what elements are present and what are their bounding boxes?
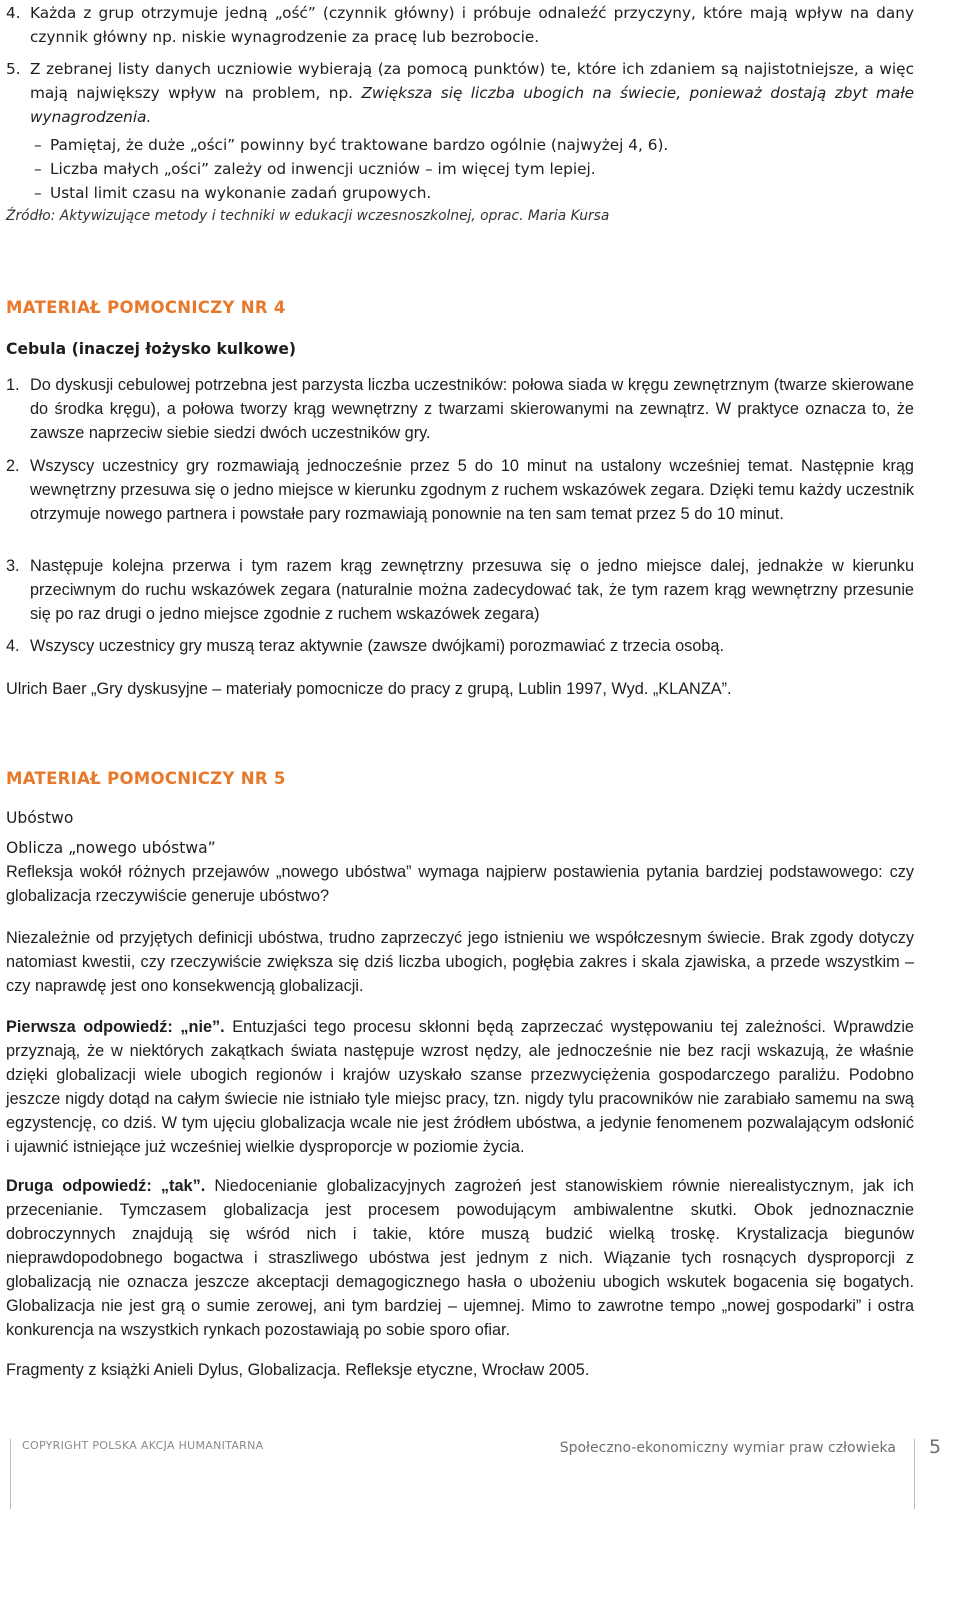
answer-lead: Druga odpowiedź: „tak”. — [6, 1177, 206, 1195]
page-number: 5 — [929, 1436, 942, 1458]
list-item: 4. Każda z grup otrzymuje jedną „ość” (czynnik główny) i próbuje odnaleźć przyczyny, które mają wpływ na dany czynnik główny np. niskie wynagrodzenie za pracę lub bezrobocie. — [6, 4, 914, 46]
material-4-subtitle: Cebula (inaczej łożysko kulkowe) — [6, 340, 297, 358]
paragraph: Pierwsza odpowiedź: „nie”. Entuzjaści tego procesu skłonni będą zaprzeczać występowaniu tej zależności. Wprawdzie przyznają, że w niektórych zakątkach świata następuje wzrost nędzy, ale jednocześnie nie bez racji wskazują, że właśnie dzięki globalizacji wiele ubogich regionów i krajów uzyskało szanse przezwyciężenia gospodarczego paraliżu. Podobno jeszcze nigdy dotąd na całym świecie nie istniało tyle miejsc pracy, tzn. nigdy tylu pracowników nie zarabiało samemu na swą egzystencję, co dziś. W tym ujęciu globalizacja wcale nie jest źródłem ubóstwa, a jedynie fenomenem pozwalającym odsłonić i ujawnić istniejące już wcześniej wielkie dysproporcje w poziomie życia. — [6, 1018, 914, 1156]
footer-topic: Społeczno-ekonomiczny wymiar praw człowieka — [559, 1440, 896, 1456]
paragraph: Niezależnie od przyjętych definicji ubóstwa, trudno zaprzeczyć jego istnieniu we współczesnym świecie. Brak zgody dotyczy natomiast kwestii, czy rzeczywiście zwiększa się dziś liczba ubogich, pogłębia zakres i skala zjawiska, a przede wszystkim – czy naprawdę jest ono konsekwencją globalizacji. — [6, 929, 914, 995]
copyright-text: COPYRIGHT POLSKA AKCJA HUMANITARNA — [22, 1439, 264, 1452]
tip-item: – Liczba małych „ości” zależy od inwencji uczniów – im więcej tym lepiej. — [34, 160, 596, 178]
section-subheading: Oblicza „nowego ubóstwa” — [6, 839, 216, 857]
source-note: Ulrich Baer „Gry dyskusyjne – materiały pomocnicze do pracy z grupą, Lublin 1997, Wyd. „KLANZA”. — [6, 680, 732, 698]
list-item: 3. Następuje kolejna przerwa i tym razem krąg zewnętrzny przesuwa się o jedno miejsce dalej, jednakże w kierunku przeciwnym do ruchu wskazówek zegara (naturalnie można zadecydować tak, że tym razem krąg wewnętrzny przesunie się po raz drugi o jedno miejsce zgodnie z ruchem wskazówek zegara) — [6, 557, 914, 623]
material-5-title: MATERIAŁ POMOCNICZY NR 5 — [6, 769, 286, 788]
paragraph: Refleksja wokół różnych przejawów „nowego ubóstwa” wymaga najpierw postawienia pytania bardziej podstawowego: czy globalizacja rzeczywiście generuje ubóstwo? — [6, 863, 914, 905]
paragraph: Druga odpowiedź: „tak”. Niedocenianie globalizacyjnych zagrożeń jest stanowiskiem równie nierealistycznym, jak ich przecenianie. Tymczasem globalizacja jest procesem powodującym ambiwalentne skutki. Obok jednoznacznie dobroczynnych znajdują się wśród nich i takie, które muszą budzić wielką troskę. Krystalizacja biegunów nieprawdopodobnego bogactwa i straszliwego ubóstwa jest jednym z nich. Wiązanie tych rosnących dysproporcji z globalizacją nie oznacza jeszcze akceptacji demagogicznego hasła o ubożeniu ubogich wskutek bogacenia się bogatych. Globalizacja nie jest grą o sumie zerowej, ani tym bardziej – ujemnej. Mimo to zawrotne tempo „nowej gospodarki” i ostra konkurencja na wszystkich rynkach pozostawiają po sobie sporo ofiar. — [6, 1177, 914, 1339]
section-heading: Ubóstwo — [6, 809, 74, 827]
page-footer — [0, 1436, 960, 1509]
list-item: 1. Do dyskusji cebulowej potrzebna jest parzysta liczba uczestników: połowa siada w kręgu zewnętrznym (twarze skierowane do środka kręgu), a połowa tworzy krąg wewnętrzny z twarzami skierowanymi na zewnątrz. W praktyce oznacza to, że zawsze naprzeciw siebie siedzi dwóch uczestników gry. — [6, 376, 914, 442]
footer-divider — [914, 1439, 915, 1509]
tip-item: – Pamiętaj, że duże „ości” powinny być traktowane bardzo ogólnie (najwyżej 4, 6). — [34, 136, 669, 154]
footer-divider — [10, 1439, 11, 1509]
material-4-title: MATERIAŁ POMOCNICZY NR 4 — [6, 298, 286, 317]
list-item: 5. Z zebranej listy danych uczniowie wybierają (za pomocą punktów) te, które ich zdaniem są najistotniejsze, a więc mają największy wpływ na problem, np. Zwiększa się liczba ubogich na świecie, ponieważ dostają zbyt małe wynagrodzenia. — [6, 60, 914, 126]
list-item: 2. Wszyscy uczestnicy gry rozmawiają jednocześnie przez 5 do 10 minut na ustalony wcześniej temat. Następnie krąg wewnętrzny przesuwa się o jedno miejsce w kierunku zgodnym z ruchem wskazówek zegara. Dzięki temu każdy uczestnik otrzymuje nowego partnera i powstałe pary rozmawiają ponownie na ten sam temat przez 5 do 10 minut. — [6, 457, 914, 523]
source-note: Źródło: Aktywizujące metody i techniki w edukacji wczesnoszkolnej, oprac. Maria Kursa — [6, 208, 610, 224]
source-note: Fragmenty z książki Anieli Dylus, Globalizacja. Refleksje etyczne, Wrocław 2005. — [6, 1361, 590, 1379]
tip-item: – Ustal limit czasu na wykonanie zadań grupowych. — [34, 184, 432, 202]
answer-lead: Pierwsza odpowiedź: „nie”. — [6, 1018, 225, 1036]
list-item: 4. Wszyscy uczestnicy gry muszą teraz aktywnie (zawsze dwójkami) porozmawiać z trzecia osobą. — [6, 637, 724, 655]
